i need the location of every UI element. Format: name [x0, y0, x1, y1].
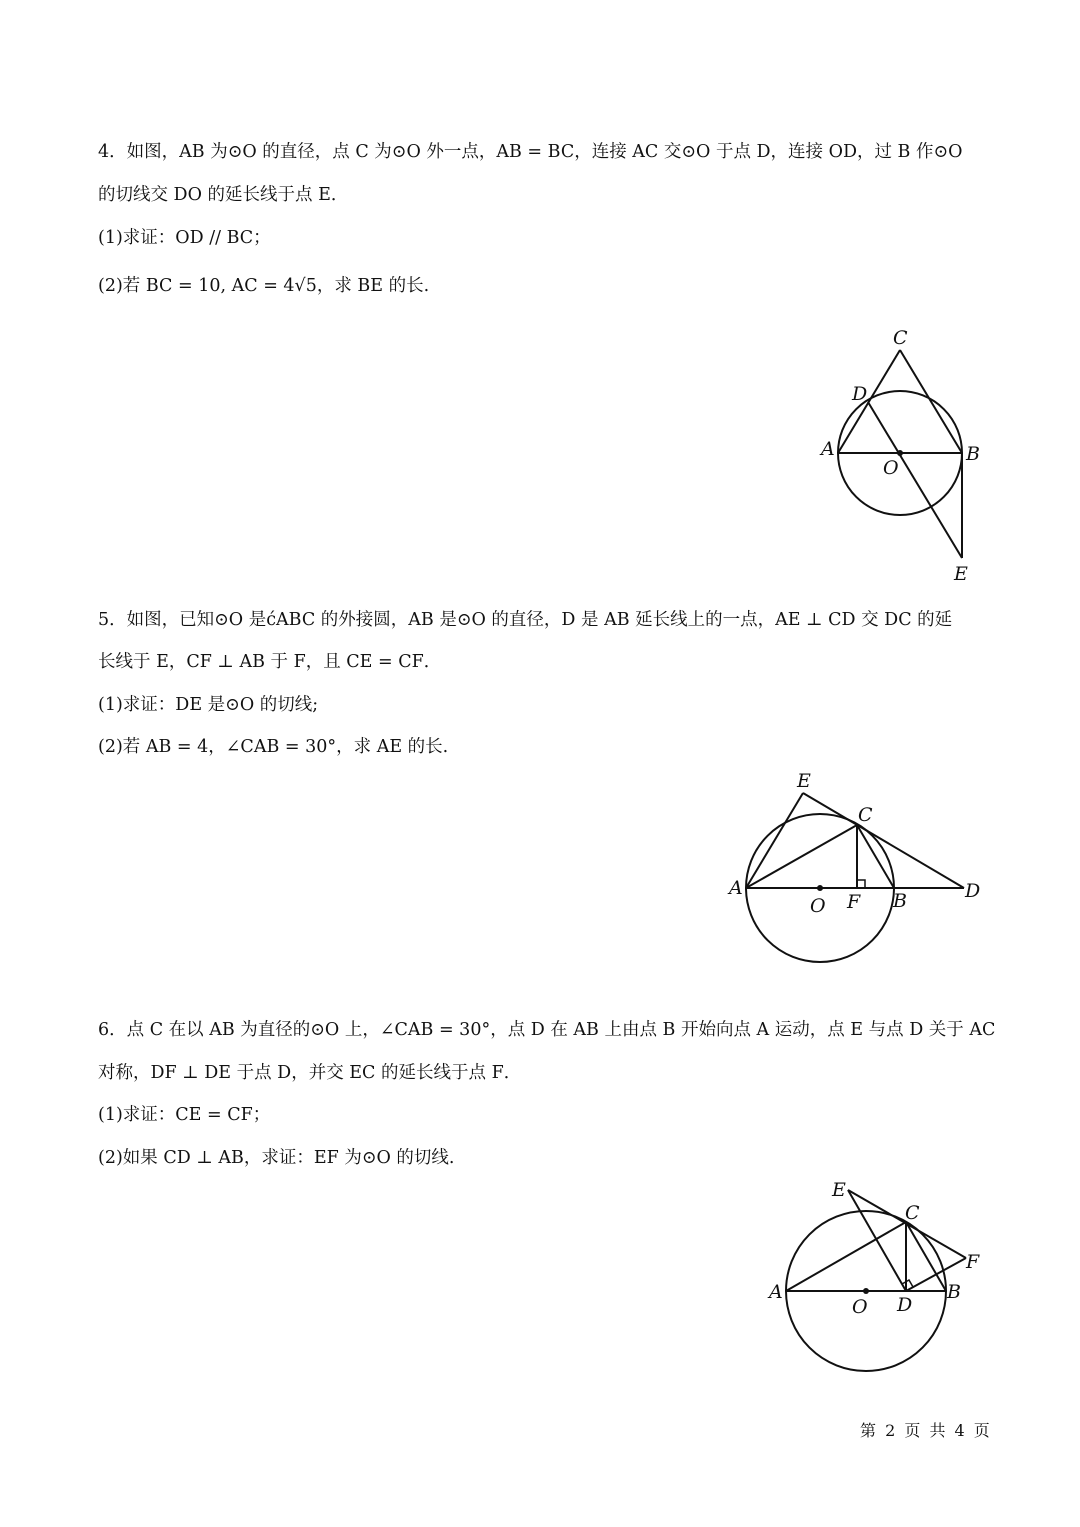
problem-4-part-2: (2)若 BC = 10, AC = 4√5，求 BE 的长.: [98, 276, 430, 296]
fig6-label-c: C: [905, 1202, 920, 1224]
fig5-label-f: F: [847, 891, 861, 913]
fig6-segment-ac: [786, 1222, 906, 1291]
problem-6-part-1: (1)求证：CE = CF；: [98, 1105, 271, 1125]
problem-4-part-1: (1)求证：OD // BC；: [98, 228, 271, 248]
fig4-label-b: B: [966, 443, 980, 465]
fig6-label-f: F: [966, 1251, 980, 1273]
problem-5-part-2: (2)若 AB = 4，∠CAB = 30°，求 AE 的长.: [98, 737, 449, 757]
problem-6-line-1: 6．点 C 在以 AB 为直径的⊙O 上，∠CAB = 30°，点 D 在 AB 上由点 B 开始向点 A 运动，点 E 与点 D 关于 AC: [98, 1020, 996, 1040]
fig4-label-d: D: [852, 383, 868, 405]
fig6-label-b: B: [947, 1281, 961, 1303]
problem-4-line-2: 的切线交 DO 的延长线于点 E．: [98, 185, 349, 205]
fig5-label-e: E: [797, 770, 811, 792]
fig6-label-o: O: [852, 1296, 868, 1318]
fig6-label-a: A: [769, 1281, 783, 1303]
problem-5-line-2: 长线于 E，CF ⊥ AB 于 F，且 CE = CF．: [98, 652, 442, 672]
fig5-label-a: A: [729, 877, 743, 899]
fig5-label-d: D: [965, 880, 981, 902]
fig6-label-e: E: [832, 1179, 846, 1201]
fig4-label-c: C: [893, 327, 908, 349]
fig6-center-dot: [863, 1288, 869, 1294]
problem-6-line-2: 对称，DF ⊥ DE 于点 D，并交 EC 的延长线于点 F．: [98, 1063, 522, 1083]
problem-5-line-1: 5．如图，已知⊙O 是ćABC 的外接圆，AB 是⊙O 的直径，D 是 AB 延长线上的一点，AE ⊥ CD 交 DC 的延: [98, 610, 953, 630]
fig5-label-o: O: [810, 895, 826, 917]
problem-5-part-1: (1)求证：DE 是⊙O 的切线;: [98, 695, 319, 715]
fig4-label-o: O: [883, 457, 899, 479]
fig5-label-b: B: [893, 890, 907, 912]
fig6-segment-ed: [848, 1190, 906, 1291]
page-footer: 第 2 页 共 4 页: [860, 1421, 992, 1440]
problem-6-part-2: (2)如果 CD ⊥ AB，求证：EF 为⊙O 的切线.: [98, 1148, 455, 1168]
fig5-label-c: C: [858, 804, 873, 826]
fig4-label-a: A: [821, 438, 835, 460]
problem-4-line-1: 4．如图，AB 为⊙O 的直径，点 C 为⊙O 外一点，AB = BC，连接 AC 交⊙O 于点 D，连接 OD，过 B 作⊙O: [98, 142, 963, 162]
fig4-label-e: E: [954, 563, 968, 585]
fig6-label-d: D: [897, 1294, 913, 1316]
